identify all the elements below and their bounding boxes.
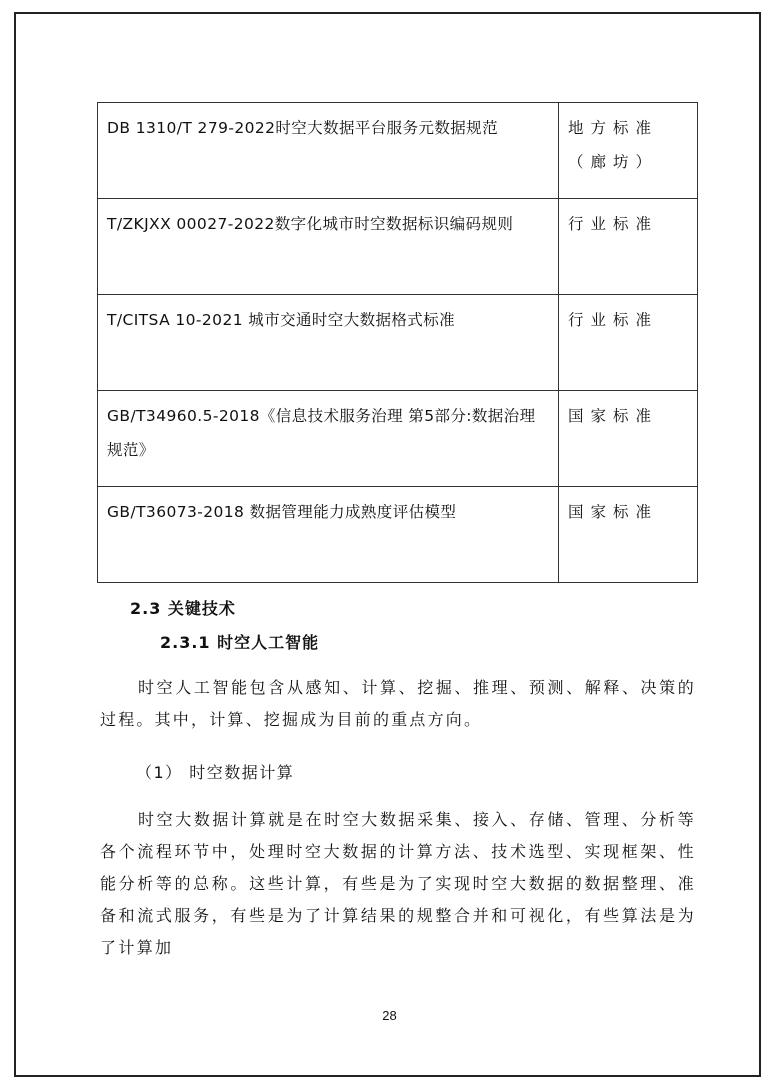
standard-type-cell: 国家标准 [559,487,698,583]
standards-table [97,102,698,583]
list-item-label: （1） 时空数据计算 [136,763,295,782]
paragraph-computation: 时空大数据计算就是在时空大数据采集、接入、存储、管理、分析等各个流程环节中，处理时空大数据的计算方法、技术选型、实现框架、性能分析等的总称。这些计算，有些是为了实现时空大数据的数据整理、准备和流式服务，有些是为了计算结果的规整合并和可视化，有些算法是为了计算加 [100,810,696,957]
standard-type-cell: 行业标准 [559,199,698,295]
table-row [98,487,698,583]
paragraph-intro: 时空人工智能包含从感知、计算、挖掘、推理、预测、解释、决策的过程。其中，计算、挖掘成为目前的重点方向。 [100,678,696,729]
page-number: 28 [382,1008,397,1023]
table-row [98,103,698,199]
standard-type-cell: 国家标准 [559,391,698,487]
table-row [98,391,698,487]
subsection-heading: 2.3.1 时空人工智能 [160,633,320,652]
section-heading: 2.3 关键技术 [130,599,236,618]
standard-type-cell: 行业标准 [559,295,698,391]
standard-name-cell: GB/T36073-2018 数据管理能力成熟度评估模型 [98,487,559,583]
standard-type-cell: 地方标准（廊坊） [559,103,698,199]
table-row [98,295,698,391]
standard-name-cell: DB 1310/T 279-2022时空大数据平台服务元数据规范 [98,103,559,199]
standard-name-cell: GB/T34960.5-2018《信息技术服务治理 第5部分:数据治理规范》 [98,391,559,487]
standard-name-cell: T/CITSA 10-2021 城市交通时空大数据格式标准 [98,295,559,391]
table-row [98,199,698,295]
standard-name-cell: T/ZKJXX 00027-2022数字化城市时空数据标识编码规则 [98,199,559,295]
